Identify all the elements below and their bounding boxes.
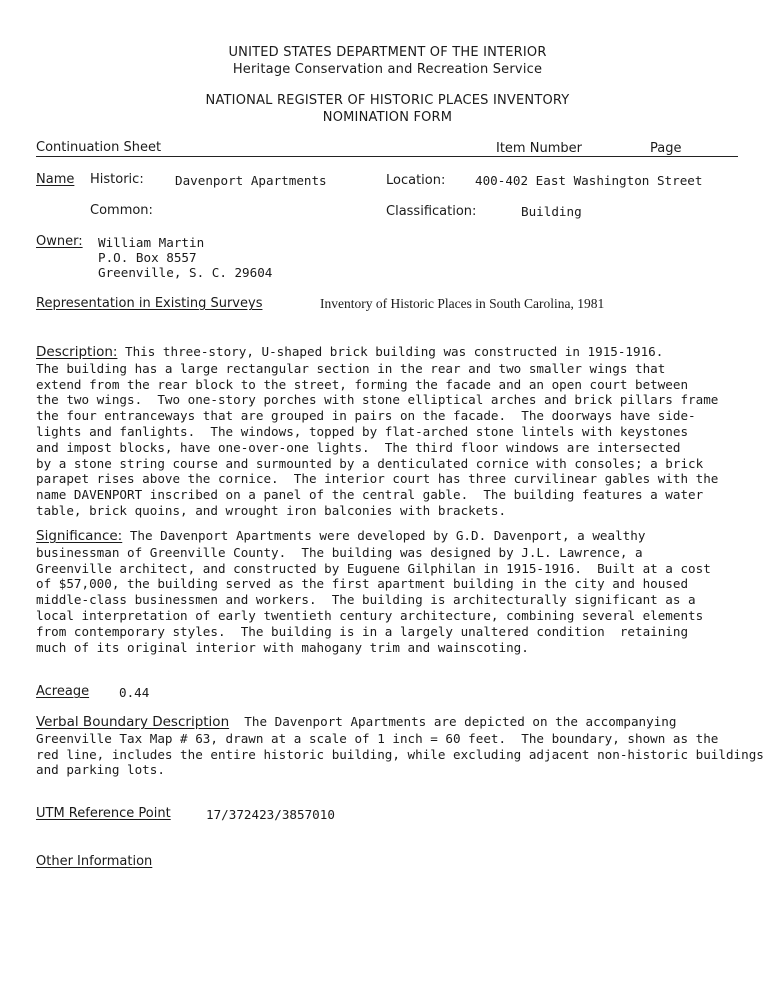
- significance-paragraph: [36, 528, 736, 655]
- owner-label: Owner:: [36, 234, 83, 249]
- boundary-line: Greenville Tax Map # 63, drawn at a scale of 1 inch = 60 feet. The boundary, shown as the: [36, 730, 719, 746]
- boundary-paragraph: [36, 714, 764, 778]
- historic-name-value: Davenport Apartments: [175, 173, 327, 188]
- owner-address-1: P.O. Box 8557: [98, 250, 197, 265]
- other-information-label: Other Information: [36, 854, 153, 869]
- description-line: parapet rises above the cornice. The interior court has three curvilinear gables with the: [36, 471, 719, 487]
- form-subtitle: NOMINATION FORM: [322, 110, 453, 125]
- boundary-line: red line, includes the entire historic building, while excluding adjacent non-historic buildings: [36, 746, 764, 762]
- significance-line: of $57,000, the building served as the first apartment building in the city and housed: [36, 576, 689, 592]
- description-line: the two wings. Two one-story porches with stone elliptical arches and brick pillars frame: [36, 392, 719, 408]
- description-line: the four entranceways that are grouped in pairs on the facade. The doorways have side-: [36, 408, 696, 424]
- significance-line: local interpretation of early twentieth century architecture, combining several elements: [36, 607, 704, 623]
- agency-subtitle: Heritage Conservation and Recreation Service: [232, 62, 543, 77]
- description-line: table, brick quoins, and wrought iron balconies with brackets.: [36, 502, 507, 518]
- item-number-label: Item Number: [496, 141, 582, 156]
- boundary-line: The Davenport Apartments are depicted on the accompanying: [229, 714, 677, 729]
- name-section-label: Name: [36, 172, 75, 187]
- description-line: by a stone string course and surmounted by a denticulated cornice with consoles; a brick: [36, 455, 704, 471]
- significance-line: Greenville architect, and constructed by Euguene Gilphilan in 1915-1916. Built at a cost: [36, 560, 711, 576]
- form-title: NATIONAL REGISTER OF HISTORIC PLACES INVENTORY: [205, 93, 570, 108]
- page-label: Page: [650, 141, 682, 156]
- description-line: lights and fanlights. The windows, topped by flat-arched stone lintels with keystones: [36, 423, 689, 439]
- common-label: Common:: [90, 203, 153, 218]
- utm-value: 17/372423/3857010: [206, 807, 335, 822]
- significance-line: much of its original interior with mahogany trim and wainscoting.: [36, 639, 529, 655]
- boundary-label: Verbal Boundary Description: [36, 714, 230, 730]
- continuation-sheet-label: Continuation Sheet: [36, 140, 162, 155]
- boundary-line: and parking lots.: [36, 762, 165, 778]
- classification-value: Building: [521, 204, 582, 219]
- location-value: 400-402 East Washington Street: [475, 173, 703, 188]
- description-label: Description:: [36, 344, 118, 360]
- description-line: and impost blocks, have one-over-one lights. The third floor windows are intersected: [36, 439, 681, 455]
- significance-line: from contemporary styles. The building is in a largely unaltered condition retaining: [36, 623, 689, 639]
- agency-title: UNITED STATES DEPARTMENT OF THE INTERIOR: [228, 45, 547, 60]
- description-line: name DAVENPORT inscribed on a panel of the central gable. The building features a water: [36, 487, 704, 503]
- location-label: Location:: [386, 173, 446, 188]
- classification-label: Classification:: [386, 204, 477, 219]
- significance-line: middle-class businessmen and workers. The building is architecturally significant as a: [36, 592, 696, 608]
- surveys-label: Representation in Existing Surveys: [36, 296, 263, 311]
- acreage-value: 0.44: [119, 685, 150, 700]
- description-line: This three-story, U-shaped brick building was constructed in 1915-1916.: [117, 344, 664, 359]
- owner-name: William Martin: [98, 235, 205, 250]
- description-paragraph: [36, 344, 736, 519]
- description-line: The building has a large rectangular section in the rear and two smaller wings that: [36, 360, 666, 376]
- owner-address-2: Greenville, S. C. 29604: [98, 265, 273, 280]
- historic-label: Historic:: [90, 172, 144, 187]
- description-line: extend from the rear block to the street, forming the facade and an open court between: [36, 376, 689, 392]
- acreage-label: Acreage: [36, 684, 90, 699]
- surveys-value: Inventory of Historic Places in South Carolina, 1981: [320, 296, 605, 311]
- significance-label: Significance:: [36, 528, 123, 544]
- header-rule: [36, 156, 738, 157]
- utm-label: UTM Reference Point: [36, 806, 171, 821]
- significance-line: The Davenport Apartments were developed by G.D. Davenport, a wealthy: [122, 528, 646, 543]
- significance-line: businessman of Greenville County. The building was designed by J.L. Lawrence, a: [36, 544, 643, 560]
